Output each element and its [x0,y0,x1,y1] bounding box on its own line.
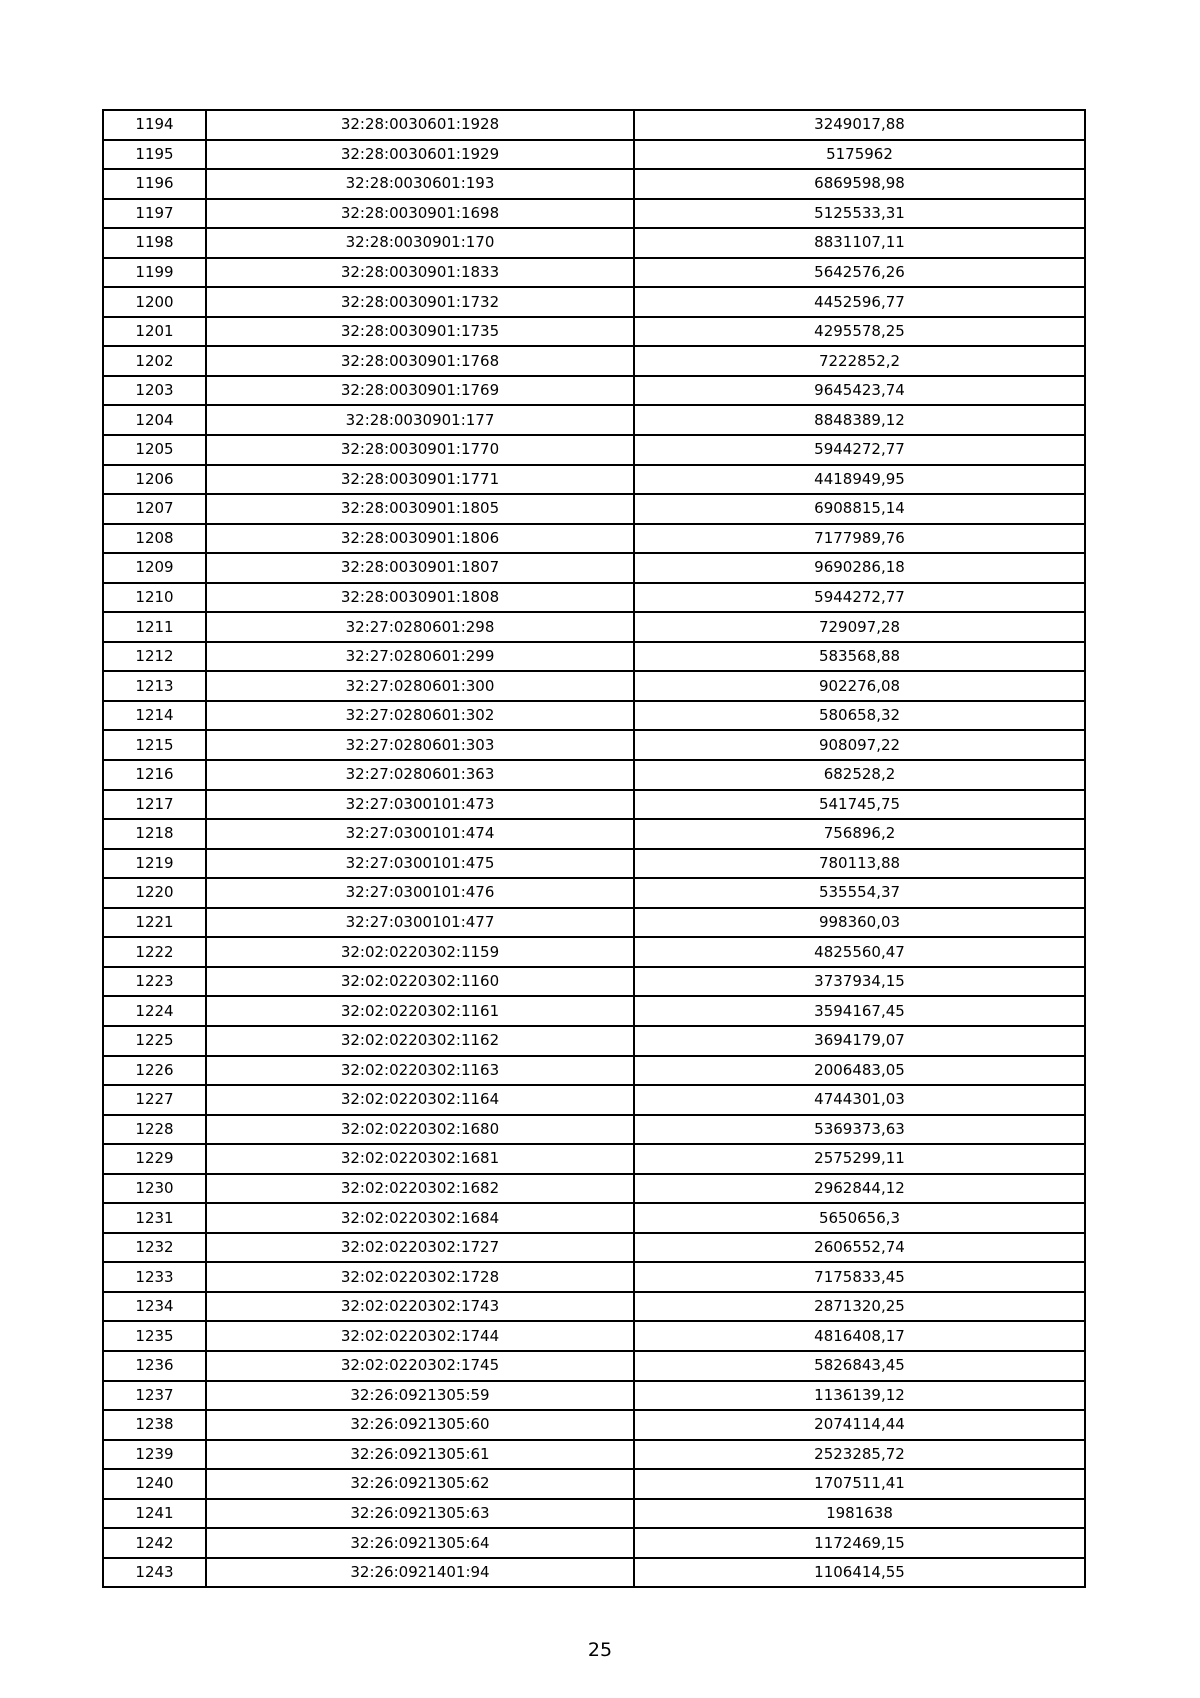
table-row [103,996,1085,1026]
cadastral-number-cell: 32:28:0030901:1807 [206,553,634,583]
cadastral-value-cell: 541745,75 [634,790,1085,820]
table-row [103,199,1085,229]
cadastral-value-cell: 1981638 [634,1499,1085,1529]
cadastral-number-cell: 32:26:0921305:64 [206,1528,634,1558]
row-number-cell: 1202 [103,346,206,376]
row-number-cell: 1223 [103,967,206,997]
row-number-cell: 1198 [103,228,206,258]
row-number-cell: 1205 [103,435,206,465]
row-number-cell: 1215 [103,730,206,760]
table-row [103,140,1085,170]
row-number-cell: 1227 [103,1085,206,1115]
table-row [103,967,1085,997]
row-number-cell: 1203 [103,376,206,406]
row-number-cell: 1222 [103,937,206,967]
row-number-cell: 1233 [103,1262,206,1292]
cadastral-value-cell: 3737934,15 [634,967,1085,997]
row-number-cell: 1232 [103,1233,206,1263]
table-row [103,169,1085,199]
cadastral-number-cell: 32:28:0030901:1808 [206,583,634,613]
cadastral-number-cell: 32:26:0921305:63 [206,1499,634,1529]
cadastral-number-cell: 32:02:0220302:1162 [206,1026,634,1056]
table-row [103,1144,1085,1174]
cadastral-number-cell: 32:28:0030901:1833 [206,258,634,288]
row-number-cell: 1197 [103,199,206,229]
cadastral-value-cell: 9645423,74 [634,376,1085,406]
cadastral-value-cell: 2006483,05 [634,1056,1085,1086]
table-row [103,1233,1085,1263]
cadastral-value-cell: 3249017,88 [634,110,1085,140]
cadastral-number-cell: 32:02:0220302:1743 [206,1292,634,1322]
table-row [103,612,1085,642]
row-number-cell: 1224 [103,996,206,1026]
row-number-cell: 1235 [103,1321,206,1351]
cadastral-number-cell: 32:28:0030901:1770 [206,435,634,465]
row-number-cell: 1194 [103,110,206,140]
cadastral-value-cell: 780113,88 [634,849,1085,879]
cadastral-number-cell: 32:28:0030601:1928 [206,110,634,140]
table-row [103,1203,1085,1233]
cadastral-value-cell: 4295578,25 [634,317,1085,347]
table-row [103,1115,1085,1145]
cadastral-number-cell: 32:02:0220302:1163 [206,1056,634,1086]
cadastral-value-cell: 5369373,63 [634,1115,1085,1145]
table-row [103,1499,1085,1529]
row-number-cell: 1228 [103,1115,206,1145]
table-row [103,1351,1085,1381]
cadastral-number-cell: 32:28:0030601:193 [206,169,634,199]
cadastral-number-cell: 32:02:0220302:1160 [206,967,634,997]
row-number-cell: 1199 [103,258,206,288]
table-row [103,465,1085,495]
cadastral-number-cell: 32:28:0030901:177 [206,405,634,435]
row-number-cell: 1229 [103,1144,206,1174]
table-row [103,937,1085,967]
cadastral-value-cell: 3694179,07 [634,1026,1085,1056]
row-number-cell: 1230 [103,1174,206,1204]
table-row [103,1292,1085,1322]
cadastral-value-cell: 583568,88 [634,642,1085,672]
cadastral-number-cell: 32:02:0220302:1159 [206,937,634,967]
row-number-cell: 1234 [103,1292,206,1322]
cadastral-number-cell: 32:28:0030901:1805 [206,494,634,524]
row-number-cell: 1221 [103,908,206,938]
cadastral-number-cell: 32:27:0280601:302 [206,701,634,731]
table-row [103,1174,1085,1204]
cadastral-value-cell: 2962844,12 [634,1174,1085,1204]
table-row [103,760,1085,790]
row-number-cell: 1195 [103,140,206,170]
table-row [103,878,1085,908]
cadastral-value-cell: 6869598,98 [634,169,1085,199]
cadastral-number-cell: 32:26:0921401:94 [206,1558,634,1588]
row-number-cell: 1238 [103,1410,206,1440]
cadastral-value-cell: 8831107,11 [634,228,1085,258]
cadastral-value-cell: 9690286,18 [634,553,1085,583]
cadastral-value-cell: 2523285,72 [634,1440,1085,1470]
table-row [103,1026,1085,1056]
cadastral-value-cell: 902276,08 [634,671,1085,701]
row-number-cell: 1209 [103,553,206,583]
cadastral-number-cell: 32:27:0280601:303 [206,730,634,760]
cadastral-number-cell: 32:28:0030901:1698 [206,199,634,229]
cadastral-number-cell: 32:02:0220302:1727 [206,1233,634,1263]
cadastral-value-cell: 756896,2 [634,819,1085,849]
table-row [103,1558,1085,1588]
row-number-cell: 1239 [103,1440,206,1470]
row-number-cell: 1200 [103,287,206,317]
cadastral-value-cell: 2606552,74 [634,1233,1085,1263]
cadastral-number-cell: 32:27:0280601:299 [206,642,634,672]
table-row [103,701,1085,731]
row-number-cell: 1241 [103,1499,206,1529]
cadastral-number-cell: 32:26:0921305:59 [206,1381,634,1411]
row-number-cell: 1217 [103,790,206,820]
cadastral-value-cell: 8848389,12 [634,405,1085,435]
table-row [103,642,1085,672]
cadastral-number-cell: 32:02:0220302:1684 [206,1203,634,1233]
cadastral-value-cell: 4816408,17 [634,1321,1085,1351]
row-number-cell: 1208 [103,524,206,554]
cadastral-number-cell: 32:02:0220302:1744 [206,1321,634,1351]
page-number: 25 [587,1639,613,1661]
cadastral-value-cell: 2575299,11 [634,1144,1085,1174]
cadastral-value-cell: 4744301,03 [634,1085,1085,1115]
table-row [103,849,1085,879]
table-row [103,258,1085,288]
cadastral-value-cell: 5175962 [634,140,1085,170]
cadastral-value-cell: 3594167,45 [634,996,1085,1026]
row-number-cell: 1237 [103,1381,206,1411]
cadastral-value-cell: 4452596,77 [634,287,1085,317]
table-row [103,346,1085,376]
row-number-cell: 1225 [103,1026,206,1056]
table-row [103,1085,1085,1115]
cadastral-value-cell: 1707511,41 [634,1469,1085,1499]
cadastral-value-table [102,109,1086,1588]
cadastral-value-cell: 682528,2 [634,760,1085,790]
cadastral-number-cell: 32:28:0030901:1771 [206,465,634,495]
table-body [103,110,1085,1587]
table-row [103,405,1085,435]
table-row [103,317,1085,347]
cadastral-value-cell: 5826843,45 [634,1351,1085,1381]
cadastral-value-cell: 1172469,15 [634,1528,1085,1558]
cadastral-number-cell: 32:28:0030901:1806 [206,524,634,554]
table-row [103,1381,1085,1411]
cadastral-value-cell: 5944272,77 [634,583,1085,613]
table-row [103,730,1085,760]
cadastral-number-cell: 32:02:0220302:1680 [206,1115,634,1145]
row-number-cell: 1218 [103,819,206,849]
table-row [103,1469,1085,1499]
cadastral-number-cell: 32:27:0300101:476 [206,878,634,908]
cadastral-number-cell: 32:28:0030901:170 [206,228,634,258]
cadastral-value-cell: 5650656,3 [634,1203,1085,1233]
table-row [103,1528,1085,1558]
row-number-cell: 1226 [103,1056,206,1086]
cadastral-value-cell: 2074114,44 [634,1410,1085,1440]
cadastral-value-cell: 998360,03 [634,908,1085,938]
cadastral-number-cell: 32:26:0921305:60 [206,1410,634,1440]
cadastral-number-cell: 32:28:0030901:1768 [206,346,634,376]
cadastral-number-cell: 32:02:0220302:1681 [206,1144,634,1174]
table-row [103,1056,1085,1086]
cadastral-value-cell: 5642576,26 [634,258,1085,288]
table-row [103,1321,1085,1351]
cadastral-value-cell: 6908815,14 [634,494,1085,524]
row-number-cell: 1216 [103,760,206,790]
row-number-cell: 1212 [103,642,206,672]
cadastral-number-cell: 32:02:0220302:1728 [206,1262,634,1292]
table-row [103,583,1085,613]
cadastral-number-cell: 32:28:0030601:1929 [206,140,634,170]
cadastral-value-cell: 7175833,45 [634,1262,1085,1292]
row-number-cell: 1201 [103,317,206,347]
cadastral-number-cell: 32:28:0030901:1732 [206,287,634,317]
table-row [103,376,1085,406]
cadastral-number-cell: 32:02:0220302:1682 [206,1174,634,1204]
row-number-cell: 1211 [103,612,206,642]
table-row [103,524,1085,554]
table-row [103,287,1085,317]
cadastral-number-cell: 32:27:0300101:474 [206,819,634,849]
cadastral-number-cell: 32:02:0220302:1745 [206,1351,634,1381]
row-number-cell: 1213 [103,671,206,701]
cadastral-number-cell: 32:27:0300101:477 [206,908,634,938]
cadastral-value-cell: 4825560,47 [634,937,1085,967]
cadastral-value-cell: 1106414,55 [634,1558,1085,1588]
row-number-cell: 1204 [103,405,206,435]
cadastral-value-cell: 1136139,12 [634,1381,1085,1411]
row-number-cell: 1231 [103,1203,206,1233]
cadastral-value-cell: 535554,37 [634,878,1085,908]
cadastral-number-cell: 32:02:0220302:1161 [206,996,634,1026]
table-row [103,494,1085,524]
cadastral-number-cell: 32:27:0300101:475 [206,849,634,879]
table-row [103,1262,1085,1292]
row-number-cell: 1219 [103,849,206,879]
cadastral-value-cell: 729097,28 [634,612,1085,642]
cadastral-number-cell: 32:27:0280601:363 [206,760,634,790]
table-row [103,819,1085,849]
cadastral-number-cell: 32:27:0280601:298 [206,612,634,642]
cadastral-number-cell: 32:26:0921305:62 [206,1469,634,1499]
row-number-cell: 1236 [103,1351,206,1381]
table-row [103,553,1085,583]
cadastral-value-cell: 7222852,2 [634,346,1085,376]
row-number-cell: 1210 [103,583,206,613]
cadastral-value-cell: 580658,32 [634,701,1085,731]
cadastral-number-cell: 32:28:0030901:1769 [206,376,634,406]
cadastral-number-cell: 32:26:0921305:61 [206,1440,634,1470]
cadastral-value-cell: 5944272,77 [634,435,1085,465]
row-number-cell: 1243 [103,1558,206,1588]
cadastral-number-cell: 32:02:0220302:1164 [206,1085,634,1115]
cadastral-number-cell: 32:27:0300101:473 [206,790,634,820]
row-number-cell: 1206 [103,465,206,495]
cadastral-value-cell: 2871320,25 [634,1292,1085,1322]
cadastral-value-cell: 908097,22 [634,730,1085,760]
cadastral-value-cell: 5125533,31 [634,199,1085,229]
table-row [103,1440,1085,1470]
table-row [103,908,1085,938]
row-number-cell: 1214 [103,701,206,731]
row-number-cell: 1240 [103,1469,206,1499]
row-number-cell: 1242 [103,1528,206,1558]
table-row [103,435,1085,465]
table-row [103,110,1085,140]
table-row [103,1410,1085,1440]
row-number-cell: 1220 [103,878,206,908]
table-row [103,790,1085,820]
row-number-cell: 1196 [103,169,206,199]
cadastral-number-cell: 32:28:0030901:1735 [206,317,634,347]
table-row [103,228,1085,258]
cadastral-value-cell: 7177989,76 [634,524,1085,554]
cadastral-number-cell: 32:27:0280601:300 [206,671,634,701]
row-number-cell: 1207 [103,494,206,524]
table-row [103,671,1085,701]
cadastral-value-cell: 4418949,95 [634,465,1085,495]
